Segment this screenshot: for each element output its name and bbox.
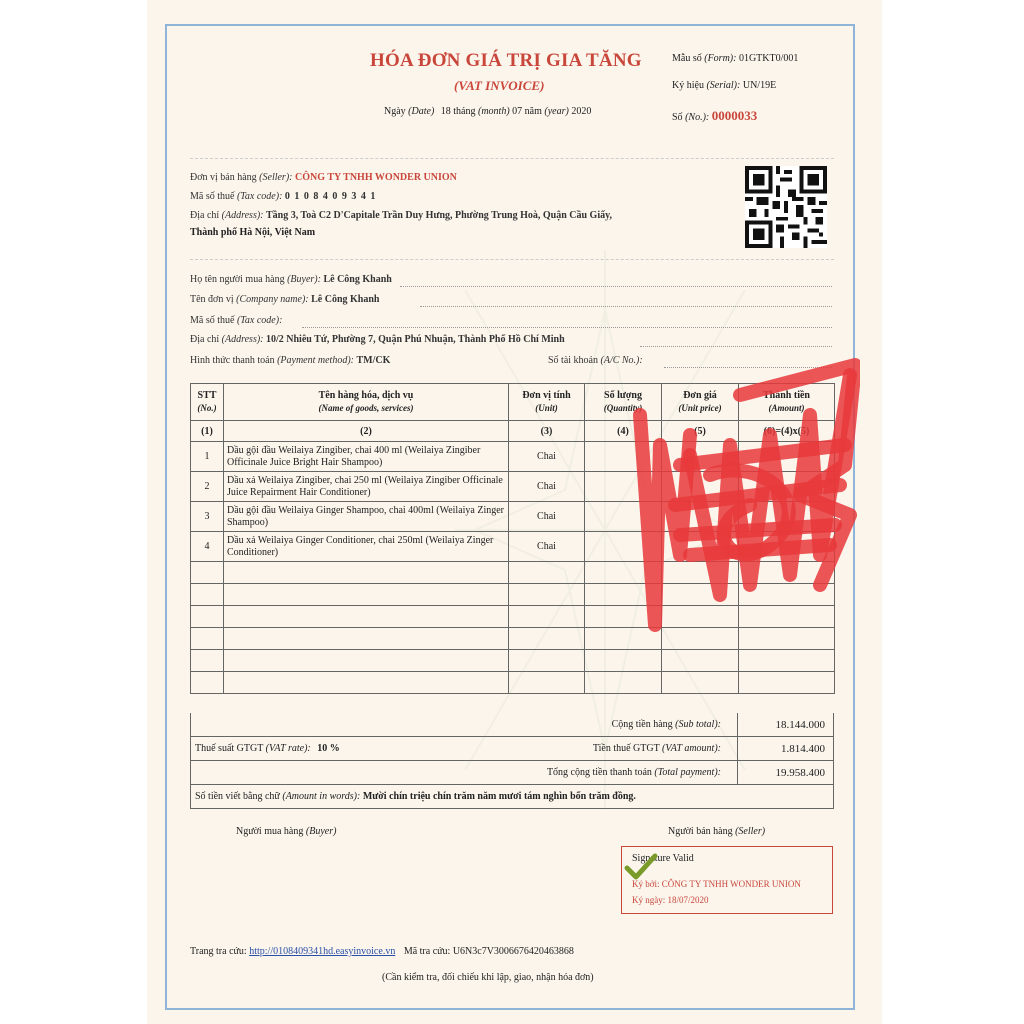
lookup-row: Trang tra cứu: http://0108409341hd.easyinvoice.vn Mã tra cứu: U6N3c7V3006676420463868 xyxy=(190,946,574,957)
subtotal-value: 18.144.000 xyxy=(775,719,825,731)
account-number-row: Số tài khoản (A/C No.): xyxy=(548,355,643,366)
empty-row xyxy=(191,672,835,694)
total-row: Tổng cộng tiền thanh toán (Total payment): 19.958.400 xyxy=(190,761,834,785)
divider xyxy=(190,259,834,260)
col-header-quantity: Số lượng (Quantity) xyxy=(585,384,662,421)
seller-name-row: Đơn vị bán hàng (Seller): CÔNG TY TNHH WONDER UNION xyxy=(190,172,457,183)
payment-method-row: Hình thức thanh toán (Payment method): TM/CK xyxy=(190,355,391,366)
table-row: 2 Dầu xả Weilaiya Zingiber, chai 250 ml (Weilaiya Zingiber Officinale Juice Repairment Hair Conditioner) Chai xyxy=(191,472,835,502)
col-header-name: Tên hàng hóa, dịch vụ (Name of goods, services) xyxy=(224,384,509,421)
col-header-unit-price: Đơn giá (Unit price) xyxy=(662,384,739,421)
buyer-name-row: Họ tên người mua hàng (Buyer): Lê Công Khanh xyxy=(190,274,392,285)
seller-address-row: Địa chỉ (Address): Tầng 3, Toà C2 D'Capitale Trần Duy Hưng, Phường Trung Hoà, Quận Cầu Giấy, xyxy=(190,210,613,221)
buyer-address-row: Địa chỉ (Address): 10/2 Nhiêu Tứ, Phường 7, Quận Phú Nhuận, Thành Phố Hồ Chí Minh xyxy=(190,334,565,345)
buyer-signature-label: Người mua hàng (Buyer) xyxy=(236,826,337,837)
seller-tax-row: Mã số thuế (Tax code): 0 1 0 8 4 0 9 3 4 1 xyxy=(190,191,377,202)
seller-address-line2: Thành phố Hà Nội, Việt Nam xyxy=(190,227,316,238)
seller-signature-label: Người bán hàng (Seller) xyxy=(668,826,766,837)
form-number: Mẫu số (Form): 01GTKT0/001 xyxy=(672,53,799,64)
col-header-amount: Thành tiền (Amount) xyxy=(739,384,835,421)
buyer-company-row: Tên đơn vị (Company name): Lê Công Khanh xyxy=(190,294,380,305)
invoice-date: Ngày (Date) 18 tháng (month) 07 năm (year) 2020 xyxy=(384,106,592,117)
total-value: 19.958.400 xyxy=(775,767,825,779)
empty-row xyxy=(191,650,835,672)
qr-code-icon[interactable] xyxy=(745,166,827,248)
redaction-scribble xyxy=(620,355,860,635)
table-row: 1 Dầu gội đầu Weilaiya Zingiber, chai 400 ml (Weilaiya Zingiber Officinale Juice Bright Hair Shampoo) Chai xyxy=(191,442,835,472)
col-header-no: STT (No.) xyxy=(191,384,224,421)
vat-amount-value: 1.814.400 xyxy=(781,743,825,755)
digital-signature-box[interactable]: Signature Valid Ký bởi: CÔNG TY TNHH WONDER UNION Ký ngày: 18/07/2020 xyxy=(621,846,833,914)
amount-in-words-row: Số tiền viết bằng chữ (Amount in words): Mười chín triệu chín trăm năm mươi tám nghìn bốn trăm đồng. xyxy=(190,785,834,809)
serial-number: Ký hiệu (Serial): UN/19E xyxy=(672,80,777,91)
footer-note: (Cần kiểm tra, đối chiếu khi lập, giao, nhận hóa đơn) xyxy=(382,972,594,983)
column-number-row: (1) (2) (3) (4) (5) (6)=(4)x(5) xyxy=(191,421,835,442)
subtotal-row: Cộng tiền hàng (Sub total): 18.144.000 xyxy=(190,713,834,737)
buyer-tax-row: Mã số thuế (Tax code): xyxy=(190,315,283,326)
col-header-unit: Đơn vị tính (Unit) xyxy=(509,384,585,421)
table-row: 4 Dầu xả Weilaiya Ginger Conditioner, chai 250ml (Weilaiya Zinger Conditioner) Chai xyxy=(191,532,835,562)
table-row: 3 Dầu gội đầu Weilaiya Ginger Shampoo, chai 400ml (Weilaiya Zinger Shampoo) Chai xyxy=(191,502,835,532)
vat-row: Thuế suất GTGT (VAT rate): 10 % Tiền thuế GTGT (VAT amount): 1.814.400 xyxy=(190,737,834,761)
lookup-link[interactable]: http://0108409341hd.easyinvoice.vn xyxy=(249,946,396,957)
divider xyxy=(190,158,834,159)
invoice-title: HÓA ĐƠN GIÁ TRỊ GIA TĂNG xyxy=(370,50,642,71)
checkmark-icon xyxy=(624,852,658,882)
invoice-subtitle: (VAT INVOICE) xyxy=(454,78,545,93)
invoice-number: Số (No.): 0000033 xyxy=(672,108,758,123)
